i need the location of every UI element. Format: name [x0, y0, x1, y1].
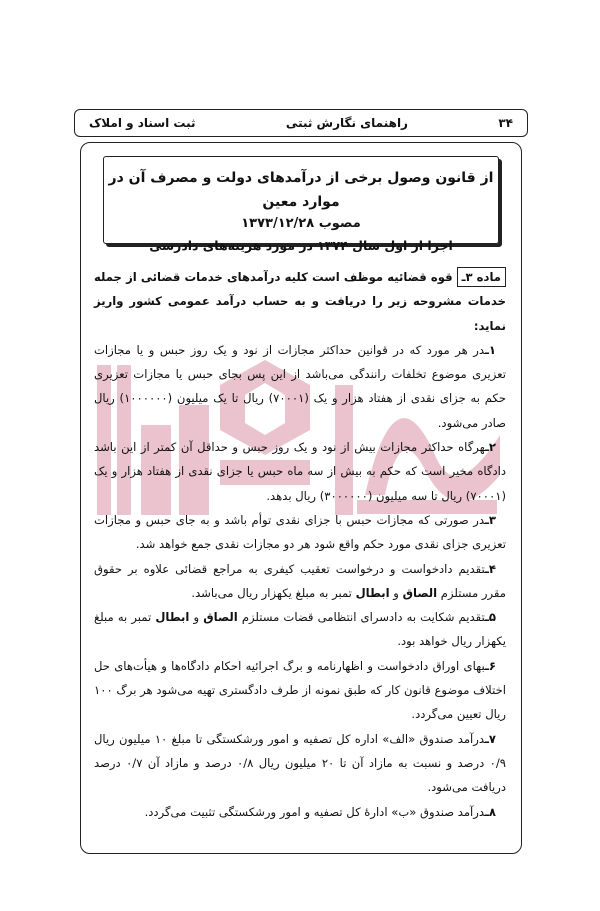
list-item: ۳ـدر صورتی که مجازات حبس با جزای نقدی توأم باشد و به جای حبس و مجازات تعزیری جزای نقدی مورد حکم واقع شود هر دو مجازات نقدی جمع خواهد شد.: [94, 512, 506, 552]
list-item: ۴ـتقدیم دادخواست و درخواست تعقیب کیفری به مراجع قضائی علاوه بر حقوق مقرر مستلزم الصاق و ابطال تمبر به مبلغ یکهزار ریال می‌باشد.: [94, 561, 506, 600]
list-item: ۱ـدر هر مورد که در قوانین حداکثر مجازات از نود و یک روز حبس و یا مجازات تعزیری موضوع تخلفات رانندگی می‌باشد از این پس بجای حبس یا مجازات تعزیری حکم به جزای نقدی از هفتاد هزار و یک (۷۰۰۰۱) ریال تا یک میلیون (۱۰۰۰۰۰۰) ریال صادر می‌شود.: [94, 342, 506, 430]
list-item: ۶ـبهای اوراق دادخواست و اظهارنامه و برگ اجرائیه احکام دادگاه‌ها و هیأت‌های حل اختلاف موضوع قانون کار که طبق نمونه از طرف دادگستری تهیه می‌شود هر برگ ۱۰۰ ریال تعیین می‌گردد.: [94, 658, 506, 722]
law-title-box: [103, 156, 499, 253]
article-number-badge: ماده ۳ـ: [457, 267, 506, 287]
law-approval-date: مصوب ۱۳۷۳/۱۲/۲۸: [241, 216, 361, 231]
list-item: ۸ـدرآمد صندوق «ب» ادارهٔ کل تصفیه و امور ورشکستگی تثبیت می‌گردد.: [144, 804, 496, 819]
article-body: [94, 265, 506, 824]
page-number: ۳۴: [498, 116, 513, 130]
page-header: [74, 109, 528, 137]
law-title: از قانون وصول برخی از درآمدهای دولت و مصرف آن در موارد معین: [108, 170, 494, 210]
book-title: راهنمای نگارش ثبتی: [285, 116, 408, 130]
list-item: ۵ـتقدیم شکایت به دادسرای انتظامی قضات مستلزم الصاق و ابطال تمبر به مبلغ یکهزار ریال خواهد بود.: [94, 610, 506, 649]
list-item: ۷ـدرآمد صندوق «الف» اداره کل تصفیه و امور ورشکستگی تا مبلغ ۱۰ میلیون ریال ۰/۹ درصد و نسبت به مازاد آن تا ۲۰ میلیون ریال ۰/۸ درصد و مازاد آن ۰/۷ درصد دریافت می‌شود.: [94, 731, 506, 795]
article-intro: ماده ۳ـقوه قضائیه موظف است کلیه درآمدهای خدمات قضائی از جمله خدمات مشروحه زیر را دریافت و به حساب درآمد عمومی کشور واریز نماید:: [94, 265, 506, 338]
law-effective-note: اجرا از اول سال ۱۳۷۴ در مورد هزینه‌های دادرسی: [149, 238, 453, 253]
list-item: ۲ـهرگاه حداکثر مجازات بیش از نود و یک روز حبس و حداقل آن کمتر از این باشد دادگاه مخیر است که حکم به بیش از سه ماه حبس یا جزای نقدی از هفتاد هزار و یک (۷۰۰۰۱) ریال تا سه میلیون (۳۰۰۰۰۰۰) ریال بدهد.: [94, 440, 506, 503]
section-title: ثبت اسناد و املاک: [89, 116, 196, 130]
